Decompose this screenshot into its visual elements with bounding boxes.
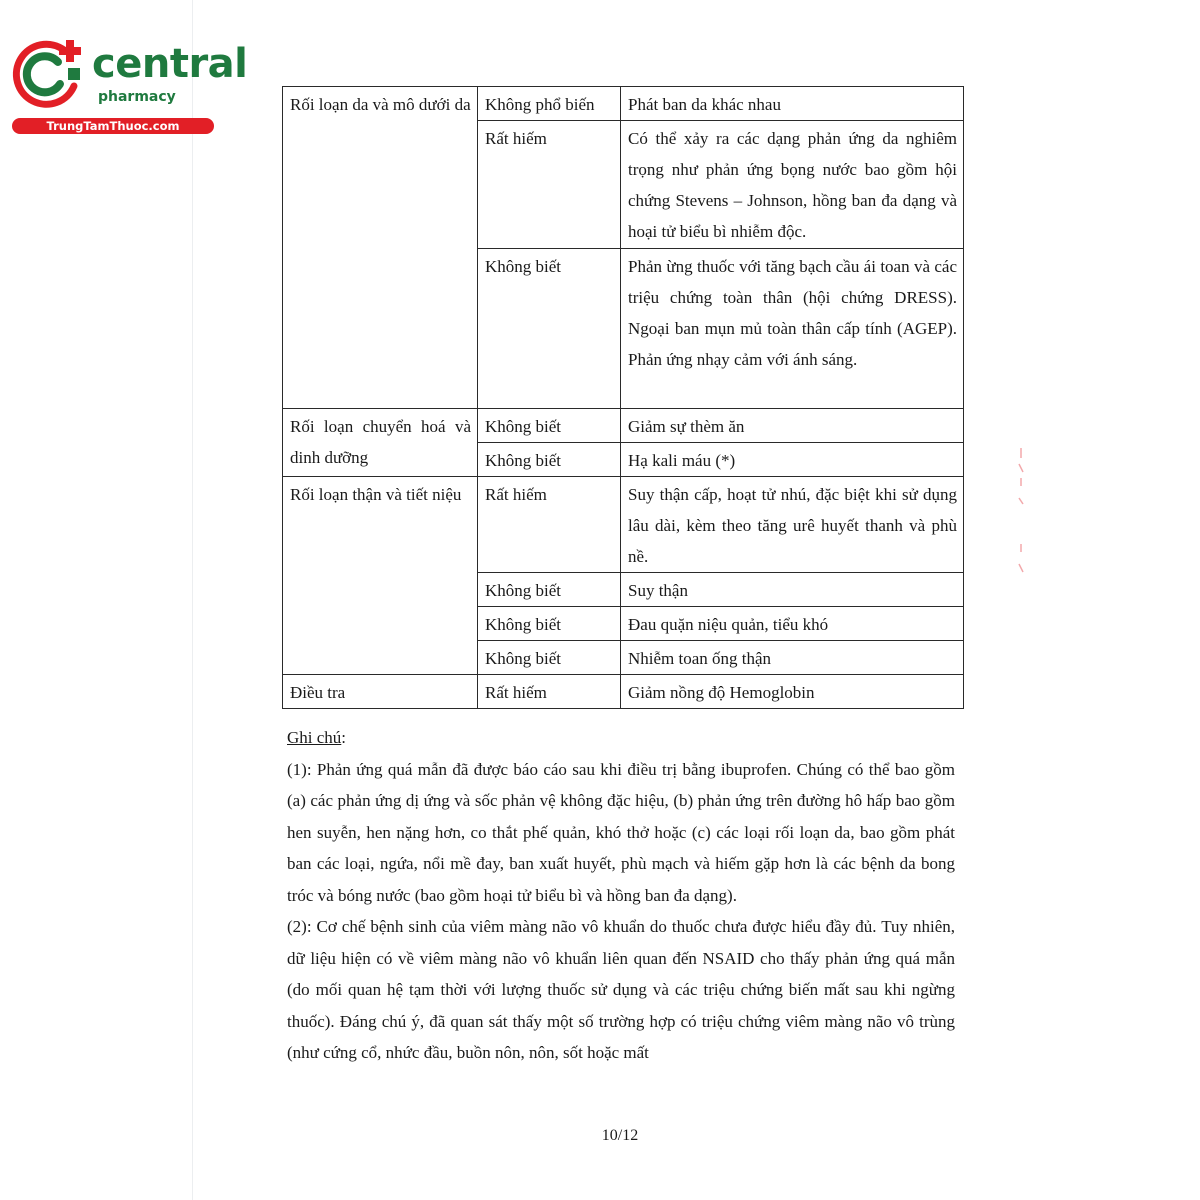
effect-cell: Giảm sự thèm ăn [621, 409, 964, 443]
notes-heading [287, 722, 955, 754]
table-row [283, 477, 964, 573]
organ-cell: Rối loạn da và mô dưới da [283, 87, 478, 409]
frequency-cell: Không biết [478, 249, 621, 409]
note-1: (1): Phản ứng quá mẫn đã được báo cáo sau khi điều trị bằng ibuprofen. Chúng có thể bao gồm (a) các phản ứng dị ứng và sốc phản vệ không đặc hiệu, (b) phản ứng trên đường hô hấp bao gồm hen suyễn, hen nặng hơn, co thắt phế quản, khó thở hoặc (c) các loại rối loạn da, bao gồm phát ban các loại, ngứa, nổi mề đay, ban xuất huyết, phù mạch và hiếm gặp hơn là các bệnh da bong tróc và bóng nước (bao gồm hoại tử biểu bì và hồng ban đa dạng). [287, 759, 955, 905]
frequency-cell: Không biết [478, 573, 621, 607]
frequency-cell: Rất hiếm [478, 121, 621, 249]
notes-title: Ghi chú [287, 728, 342, 747]
scan-edge [192, 0, 193, 1200]
effect-cell: Giảm nồng độ Hemoglobin [621, 675, 964, 709]
effect-cell: Phản ừng thuốc với tăng bạch cầu ái toan và các triệu chứng toàn thân (hội chứng DRESS). Ngoại ban mụn mủ toàn thân cấp tính (AGEP). Phản ứng nhạy cảm với ánh sáng. [621, 249, 964, 409]
organ-cell: Rối loạn thận và tiết niệu [283, 477, 478, 675]
effect-cell: Suy thận cấp, hoạt tử nhú, đặc biệt khi sử dụng lâu dài, kèm theo tăng urê huyết thanh và phù nề. [621, 477, 964, 573]
frequency-cell: Rất hiếm [478, 675, 621, 709]
adverse-effects-table [282, 86, 964, 709]
stamp-marks-icon [1016, 446, 1026, 586]
table-row [283, 87, 964, 121]
note-2: (2): Cơ chế bệnh sinh của viêm màng não vô khuẩn do thuốc chưa được hiểu đầy đủ. Tuy nhiên, dữ liệu hiện có về viêm màng não vô khuẩn liên quan đến NSAID cho thấy phản ứng quá mẫn (do mối quan hệ tạm thời với lượng thuốc sử dụng và các triệu chứng biến mất sau khi ngừng thuốc). Đáng chú ý, đã quan sát thấy một số trường hợp có triệu chứng viêm màng não vô trùng (như cứng cổ, nhức đầu, buồn nôn, nôn, sốt hoặc mất [287, 917, 955, 1062]
frequency-cell: Không biết [478, 607, 621, 641]
table-row [283, 675, 964, 709]
logo-sub-text: pharmacy [98, 89, 176, 105]
effect-cell: Nhiễm toan ống thận [621, 641, 964, 675]
logo-brand-text: central [92, 41, 248, 87]
logo-mark-icon [10, 38, 88, 112]
frequency-cell: Không phổ biến [478, 87, 621, 121]
page-number: 10/12 [601, 1127, 639, 1144]
organ-cell: Rối loạn chuyển hoá và dinh dưỡng [283, 409, 478, 477]
frequency-cell: Rất hiếm [478, 477, 621, 573]
table-row [283, 409, 964, 443]
logo-site-badge: TrungTamThuoc.com [12, 118, 214, 134]
effect-cell: Phát ban da khác nhau [621, 87, 964, 121]
frequency-cell: Không biết [478, 443, 621, 477]
frequency-cell: Không biết [478, 641, 621, 675]
effect-cell: Đau quặn niệu quản, tiểu khó [621, 607, 964, 641]
notes-section [287, 722, 955, 1069]
effect-cell: Suy thận [621, 573, 964, 607]
organ-cell: Điều tra [283, 675, 478, 709]
effect-cell: Hạ kali máu (*) [621, 443, 964, 477]
frequency-cell: Không biết [478, 409, 621, 443]
central-pharmacy-logo[interactable] [8, 36, 248, 136]
notes-title-colon: : [341, 728, 347, 747]
effect-cell: Có thể xảy ra các dạng phản ứng da nghiêm trọng như phản ứng bọng nước bao gồm hội chứng Stevens – Johnson, hồng ban đa dạng và hoại tử biểu bì nhiễm độc. [621, 121, 964, 249]
